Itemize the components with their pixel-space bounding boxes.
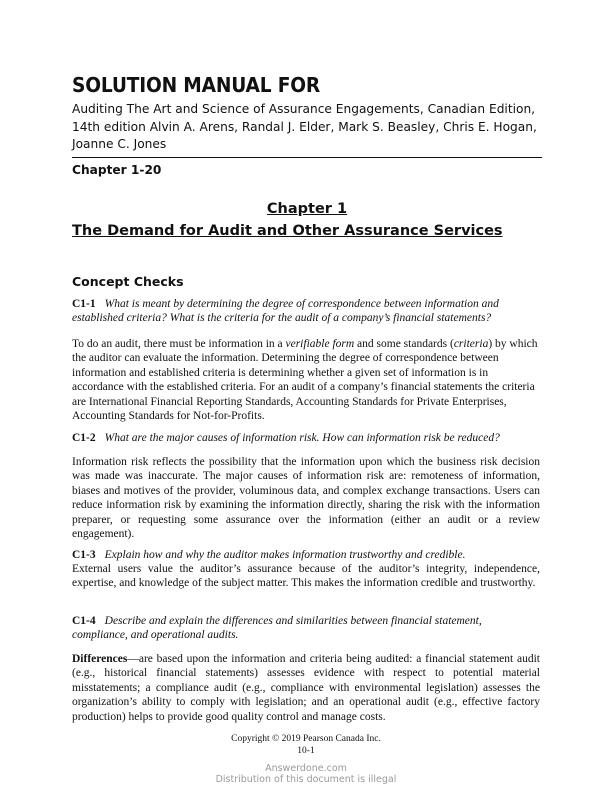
copyright-notice: Copyright © 2019 Pearson Canada Inc. — [231, 734, 381, 744]
question-number: C1-4 — [72, 615, 96, 627]
answer-c1-4 — [72, 652, 540, 724]
header-divider — [72, 157, 542, 158]
question-number: C1-3 — [72, 549, 96, 561]
question-text: What are the major causes of information risk. How can information risk be reduced? — [104, 432, 500, 444]
question-text: Describe and explain the differences and similarities between financial statement, compliance, and operational audits. — [72, 615, 482, 642]
answer-text: and some standards ( — [354, 338, 454, 350]
answer-c1-3: External users value the auditor’s assurance because of the auditor’s integrity, independence, expertise, and knowledge of the subject matter. This makes the information credible and trustworthy. — [72, 563, 540, 590]
answer-text: —are based upon the information and criteria being audited: a financial statement audit (e.g., historical financial statements) assesses evidence with respect to potential material misstatements; a compliance audit (e.g., compliance with environmental legislation) assesses the organization’s ability to comply with legislation; and an operational audit (e.g., effective factory production) helps to provide good quality control and manage costs. — [72, 653, 540, 723]
page-number: 10-1 — [297, 746, 315, 756]
answer-text: To do an audit, there must be information in a — [72, 338, 286, 350]
watermark — [0, 763, 612, 785]
answer-lead-term: Differences — [72, 653, 128, 665]
question-number: C1-2 — [72, 432, 96, 444]
answer-c1-1 — [72, 337, 540, 423]
solution-manual-banner: SOLUTION MANUAL FOR — [72, 73, 321, 97]
watermark-notice: Distribution of this document is illegal — [215, 774, 397, 785]
section-title: Concept Checks — [72, 274, 184, 289]
watermark-site: Answerdone.com — [265, 763, 347, 774]
question-number: C1-1 — [72, 298, 96, 310]
chapter-title: The Demand for Audit and Other Assurance Services — [72, 223, 503, 239]
question-text: What is meant by determining the degree of correspondence between information and established criteria? What is the criteria for the audit of a company’s financial statements? — [72, 298, 499, 325]
page-footer — [0, 733, 612, 757]
chapter-number: Chapter 1 — [266, 201, 348, 217]
question-c1-4 — [72, 614, 540, 643]
question-c1-2 — [72, 431, 540, 445]
question-c1-3 — [72, 548, 540, 562]
question-c1-1 — [72, 297, 540, 326]
chapter-range: Chapter 1-20 — [72, 163, 162, 177]
answer-emphasis: verifiable form — [285, 338, 355, 350]
answer-emphasis: criteria — [453, 338, 489, 350]
book-title: Auditing The Art and Science of Assurance Engagements, Canadian Edition, 14th edition Alvin A. Arens, Randal J. Elder, Mark S. Beasley, Chris E. Hogan, Joanne C. Jones — [72, 102, 537, 151]
answer-c1-2: Information risk reflects the possibility that the information upon which the business risk decision was made was inaccurate. The major causes of information risk are: remoteness of information, biases and motives of the provider, voluminous data, and complex exchange transactions. Users can reduce information risk by examining the information directly, sharing the risk with the information preparer, or requesting some assurance over the information (either an audit or a review engagement). — [72, 456, 540, 541]
answer-text: ) by which the auditor can evaluate the information. Determining the degree of correspondence between information and established criteria is determining whether a given set of information is in accordance with the established criteria. For an audit of a company’s financial statements the criteria are International Financial Reporting Standards, Accounting Standards for Private Enterprises, Accounting Standards for Not-for-Profits. — [72, 338, 538, 423]
question-text: Explain how and why the auditor makes information trustworthy and credible. — [104, 549, 466, 561]
